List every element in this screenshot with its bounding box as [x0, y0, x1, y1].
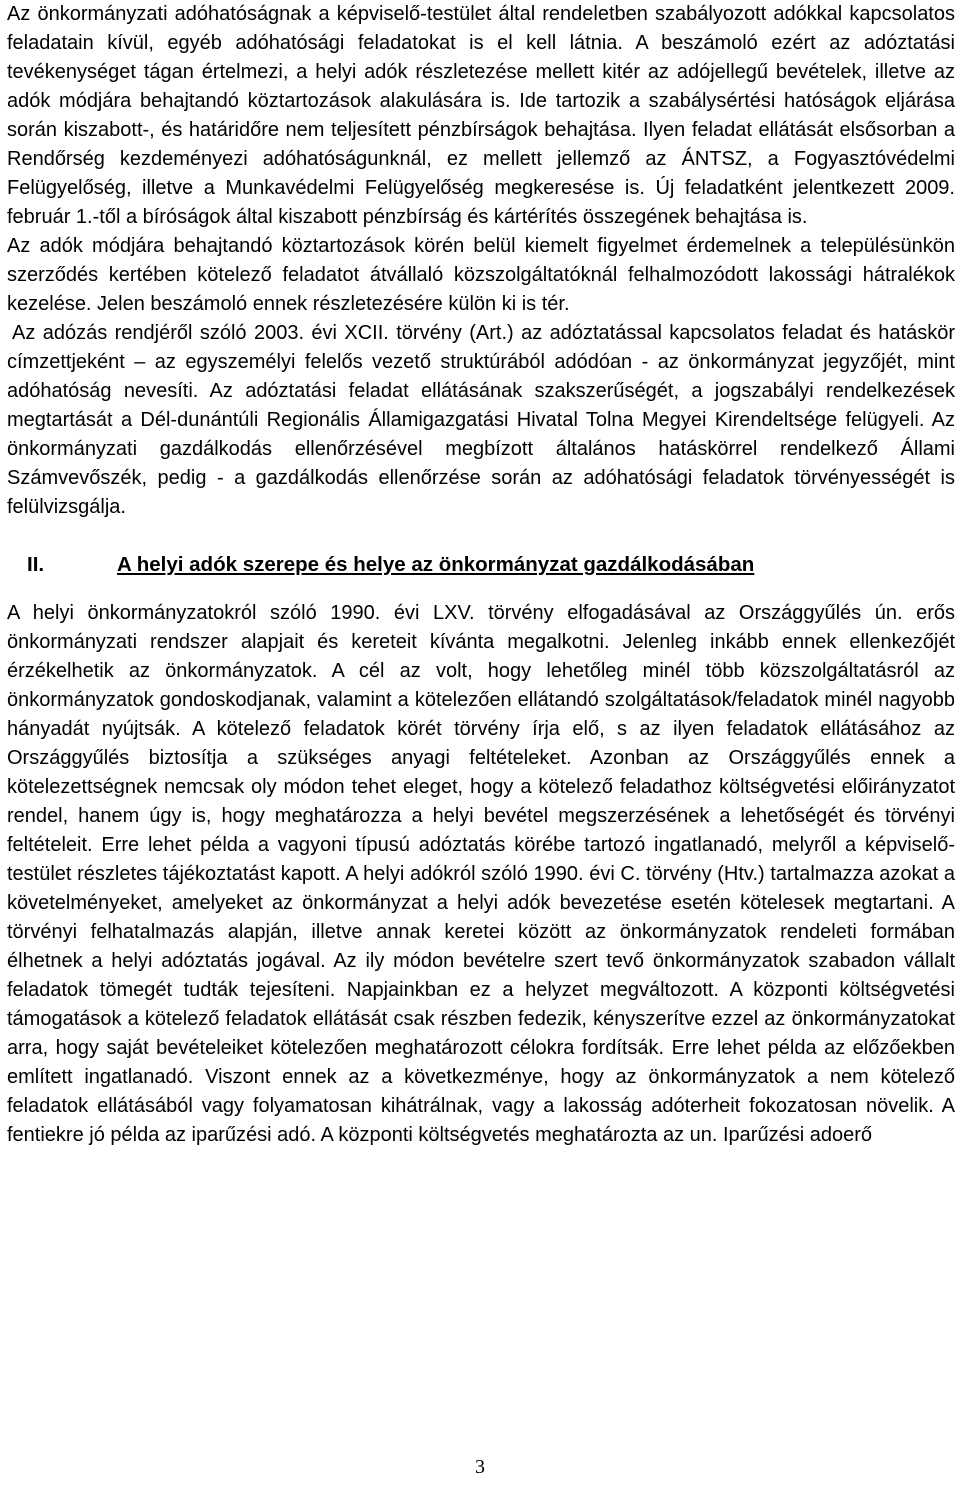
paragraph-local-government-law: A helyi önkormányzatokról szóló 1990. évi LXV. törvény elfogadásával az Országgyűlés ún. erős önkormányzati rendszer alapjait és kereteit kívánta megalkotni. Jelenleg inkább ennek ellenkezőjét érzékelhetik az önkormányzatok. A cél az volt, hogy lehetőleg minél több közszolgáltatásról az önkormányzatok gondoskodjanak, valamint a kötelezően ellátandó szolgáltatások/feladatok minél nagyobb hányadát nyújtsák. A kötelező feladatok körét törvény írja elő, s az ilyen feladatok ellátásához az Országgyűlés biztosítja a szükséges anyagi feltételeket. Azonban az Országgyűlés ennek a kötelezettségnek nemcsak oly módon tehet eleget, hogy a kötelező feladathoz költségvetési előirányzatot rendel, hanem úgy is, hogy meghatározza a helyi bevétel megszerzésének a lehetőségét és törvényi feltételeit. Erre lehet példa a vagyoni típusú adóztatás körébe tartozó ingatlanadó, melyről a képviselő-testület részletes tájékoztatást kapott. A helyi adókról szóló 1990. évi C. törvény (Htv.) tartalmazza azokat a követelményeket, amelyeket az önkormányzat a helyi adók bevezetése esetén kötelesek megtartani. A törvényi felhatalmazás alapján, illetve annak keretei között az önkormányzatok rendeleti formában élhetnek a helyi adóztatás jogával. Az ily módon bevételre szert tevő önkormányzatok szabadon vállalt feladatok tömegét tudták tejesíteni. Napjainkban ez a helyzet megváltozott. A központi költségvetési támogatások a kötelező feladatok ellátását csak részben fedezik, kényszerítve ezzel az önkormányzatokat arra, hogy saját bevételeiket kötelezően meghatározott célokra fordítsák. Erre lehet példa az előzőekben említett ingatlanadó. Viszont ennek az a következménye, hogy az önkormányzatok a nem kötelező feladatok ellátásából vagy folyamatosan kihátrálnak, vagy a lakosság adóterheit fokozatosan növelik. A fentiekre jó példa az iparűzési adó. A központi költségvetés meghatározta az un. Iparűzési adoerő	[7, 602, 955, 1146]
document-page	[7, 0, 955, 1150]
page-number: 3	[475, 1456, 485, 1478]
paragraph-tax-authority-duties: Az önkormányzati adóhatóságnak a képviselő-testület által rendeletben szabályozott adókkal kapcsolatos feladatain kívül, egyéb adóhatósági feladatokat is el kell látnia. A beszámoló ezért az adóztatási tevékenységet tágan értelmezi, a helyi adók részletezése mellett kitér az adójellegű bevételek, illetve az adók módjára behajtandó köztartozások alakulására is. Ide tartozik a szabálysértési hatóságok eljárása során kiszabott-, és határidőre nem teljesített pénzbírságok behajtása. Ilyen feladat ellátását elsősorban a Rendőrség kezdeményezi adóhatóságunknál, ez mellett jellemző az ÁNTSZ, a Fogyasztóvédelmi Felügyelőség, illetve a Munkavédelmi Felügyelőség megkeresése is. Új feladatként jelentkezett 2009. február 1.-től a bíróságok által kiszabott pénzbírság és kártérítés összegének behajtása is.	[7, 3, 955, 228]
section-heading	[7, 550, 955, 579]
section-title: A helyi adók szerepe és helye az önkormányzat gazdálkodásában	[117, 553, 755, 576]
section-number: II.	[27, 553, 45, 576]
paragraph-public-debts: Az adók módjára behajtandó köztartozások körén belül kiemelt figyelmet érdemelnek a településünkön szerződés kertében kötelező feladatot átvállaló közszolgáltatóknál felhalmozódott lakossági hátralékok kezelése. Jelen beszámoló ennek részletezésére külön ki is tér.	[7, 235, 955, 315]
paragraph-art-law: Az adózás rendjéről szóló 2003. évi XCII. törvény (Art.) az adóztatással kapcsolatos feladat és hatáskör címzettjeként – az egyszemélyi felelős vezető struktúrából adódóan - az önkormányzat jegyzőjét, mint adóhatóság nevesíti. Az adóztatási feladat ellátásának szakszerűségét, a jogszabályi rendelkezések megtartását a Dél-dunántúli Regionális Államigazgatási Hivatal Tolna Megyei Kirendeltsége felügyeli. Az önkormányzati gazdálkodás ellenőrzésével megbízott általános hatáskörrel rendelkező Állami Számvevőszék, pedig - a gazdálkodás ellenőrzése során az adóhatósági feladatok törvényességét is felülvizsgálja.	[7, 322, 955, 518]
